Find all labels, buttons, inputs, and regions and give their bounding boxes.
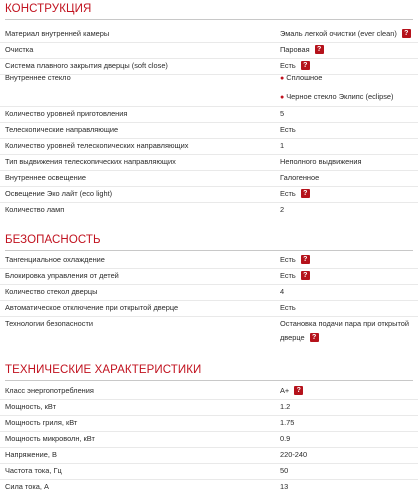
spec-option-text: Черное стекло Эклипс (eclipse) [286, 92, 394, 101]
spec-row [0, 447, 418, 464]
spec-label: Сила тока, А [5, 482, 49, 491]
spec-label: Материал внутренней камеры [5, 29, 110, 38]
spec-label: Мощность микроволн, кВт [5, 434, 95, 443]
spec-row [0, 70, 418, 107]
help-icon[interactable]: ? [402, 29, 411, 38]
spec-label: Блокировка управления от детей [5, 271, 119, 280]
help-icon[interactable]: ? [301, 271, 310, 280]
spec-value: 4 [280, 287, 285, 296]
spec-row [0, 479, 418, 495]
spec-label: Внутреннее стекло [5, 73, 71, 82]
spec-row [0, 284, 418, 301]
spec-value [280, 42, 416, 58]
spec-row [0, 431, 418, 448]
spec-row [0, 154, 418, 171]
section-title-safety: БЕЗОПАСНОСТЬ [5, 234, 101, 246]
spec-value [280, 268, 416, 284]
section-divider [5, 19, 413, 20]
spec-value-text: A+ [280, 386, 290, 395]
spec-label: Количество уровней телескопических направляющих [5, 141, 189, 150]
spec-value-text: Есть [280, 255, 296, 264]
spec-label: Напряжение, В [5, 450, 57, 459]
spec-value: 50 [280, 466, 289, 475]
spec-value: 1.2 [280, 402, 291, 411]
section-divider [5, 380, 413, 381]
help-icon[interactable]: ? [294, 386, 303, 395]
spec-label: Автоматическое отключение при открытой дверце [5, 303, 179, 312]
spec-value [280, 252, 416, 268]
spec-label: Класс энергопотребления [5, 386, 94, 395]
spec-value: Неполного выдвижения [280, 157, 362, 166]
spec-row [0, 300, 418, 317]
spec-row [0, 122, 418, 139]
spec-label: Количество стекол дверцы [5, 287, 98, 296]
spec-value-text: Остановка подачи пара при открытой дверце [280, 319, 409, 342]
spec-row [0, 138, 418, 155]
bullet-dot-icon: ● [280, 94, 285, 101]
spec-row [0, 252, 418, 269]
help-icon[interactable]: ? [301, 255, 310, 264]
spec-label: Тангенциальное охлаждение [5, 255, 105, 264]
spec-label: Технологии безопасности [5, 319, 94, 328]
section-title-specs: ТЕХНИЧЕСКИЕ ХАРАКТЕРИСТИКИ [5, 364, 202, 376]
spec-value-text: Есть [280, 271, 296, 280]
spec-value: 13 [280, 482, 289, 491]
spec-value [280, 186, 416, 202]
section-divider [5, 250, 413, 251]
spec-label: Освещение Эко лайт (eco light) [5, 189, 113, 198]
help-icon[interactable]: ? [315, 45, 324, 54]
spec-value: 1 [280, 141, 285, 150]
spec-label: Мощность гриля, кВт [5, 418, 78, 427]
spec-value-text: Паровая [280, 45, 310, 54]
spec-label: Частота тока, Гц [5, 466, 62, 475]
spec-label: Тип выдвижения телескопических направляющих [5, 157, 176, 166]
spec-label: Количество уровней приготовления [5, 109, 128, 118]
spec-row [0, 42, 418, 59]
spec-label: Мощность, кВт [5, 402, 56, 411]
spec-option-text: Сплошное [286, 73, 323, 82]
spec-option [280, 89, 416, 106]
spec-row [0, 186, 418, 203]
spec-value-text: Есть [280, 61, 296, 70]
spec-value: Есть [280, 125, 296, 134]
bullet-dot-icon: ● [280, 75, 285, 82]
spec-value: 5 [280, 109, 285, 118]
spec-row [0, 463, 418, 480]
spec-row [0, 170, 418, 187]
spec-row [0, 415, 418, 432]
spec-value: Есть [280, 303, 296, 312]
help-icon[interactable]: ? [310, 333, 319, 342]
spec-value-text: Эмаль легкой очистки (ever clean) [280, 29, 397, 38]
spec-row [0, 383, 418, 400]
spec-row [0, 106, 418, 123]
spec-value [280, 383, 416, 399]
spec-label: Система плавного закрытия дверцы (soft close) [5, 61, 168, 70]
help-icon[interactable]: ? [301, 61, 310, 70]
spec-value: 0.9 [280, 434, 291, 443]
spec-value: 220-240 [280, 450, 308, 459]
spec-row [0, 399, 418, 416]
spec-label: Телескопические направляющие [5, 125, 119, 134]
spec-label: Количество ламп [5, 205, 65, 214]
spec-row [0, 268, 418, 285]
spec-value [280, 317, 416, 345]
spec-value: Галогенное [280, 173, 320, 182]
spec-row [0, 26, 418, 43]
spec-value: 1.75 [280, 418, 295, 427]
spec-label: Очистка [5, 45, 34, 54]
spec-value: 2 [280, 205, 285, 214]
spec-value-text: Есть [280, 189, 296, 198]
spec-label: Внутреннее освещение [5, 173, 86, 182]
spec-value [280, 26, 416, 42]
section-title-construction: КОНСТРУКЦИЯ [5, 3, 92, 15]
spec-row [0, 316, 418, 348]
spec-option [280, 70, 416, 87]
spec-row [0, 202, 418, 218]
help-icon[interactable]: ? [301, 189, 310, 198]
